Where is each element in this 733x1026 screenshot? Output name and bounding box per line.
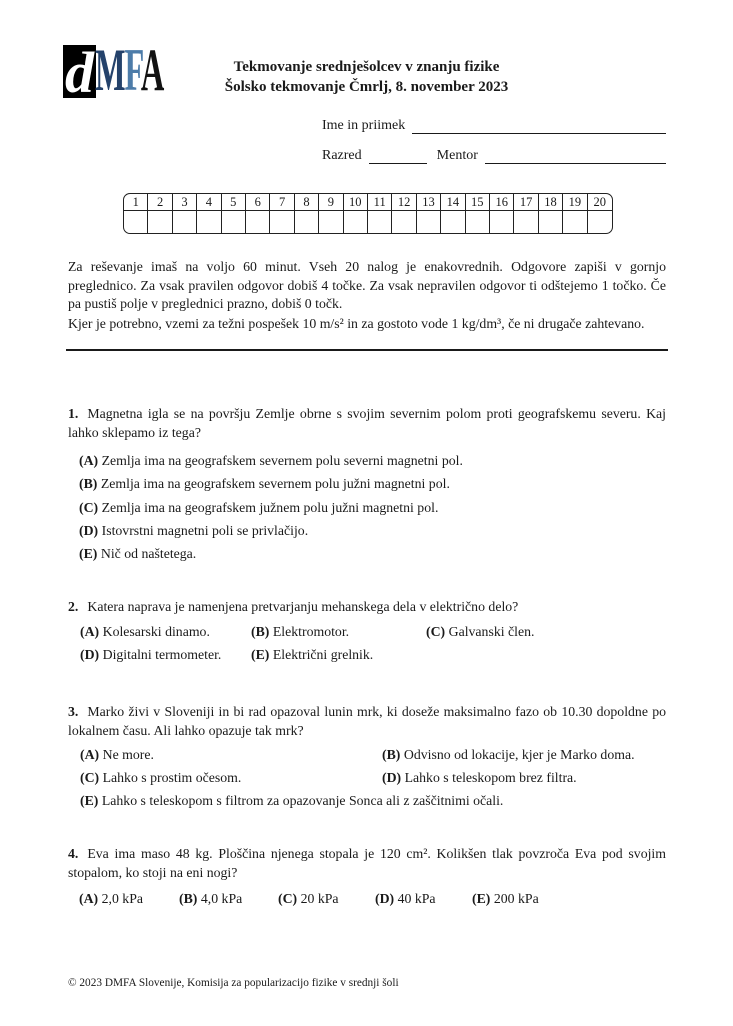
question-1-option-a: (A) Zemlja ima na geografskem severnem polu severni magnetni pol. — [79, 453, 463, 468]
question-1-option-c: (C) Zemlja ima na geografskem južnem polu južni magnetni pol. — [79, 499, 439, 515]
answer-header-cell-7: 7 — [270, 194, 294, 210]
answer-header-cell-13: 13 — [417, 194, 441, 210]
question-2-option-a: (A) Kolesarski dinamo. — [80, 624, 210, 639]
question-3-option-b: (B) Odvisno od lokacije, kjer je Marko doma. — [382, 747, 635, 762]
question-1-option-b: (B) Zemlja ima na geografskem severnem polu južni magnetni pol. — [79, 476, 450, 492]
question-2-option-b: (B) Elektromotor. — [251, 624, 350, 639]
horizontal-rule — [66, 349, 668, 351]
instructions — [68, 258, 666, 334]
question-4-option-c: (C) 20 kPa — [278, 891, 339, 906]
answer-header-cell-11: 11 — [368, 194, 392, 210]
question-3-text — [68, 702, 666, 740]
answer-cell-11[interactable] — [368, 211, 392, 233]
answer-header-cell-19: 19 — [563, 194, 587, 210]
answer-header-cell-3: 3 — [173, 194, 197, 210]
answer-table-answer-row — [124, 211, 612, 233]
answer-cell-2[interactable] — [148, 211, 172, 233]
question-3-options — [80, 744, 666, 811]
question-3-option-c: (C) Lahko s prostim očesom. — [80, 770, 242, 785]
answer-header-cell-18: 18 — [539, 194, 563, 210]
name-label: Ime in priimek — [322, 118, 406, 133]
mentor-label: Mentor — [436, 148, 478, 163]
question-1-option-d: (D) Istovrstni magnetni poli se privlačijo. — [79, 522, 309, 538]
answer-header-cell-5: 5 — [222, 194, 246, 210]
answer-header-cell-16: 16 — [490, 194, 514, 210]
answer-header-cell-2: 2 — [148, 194, 172, 210]
answer-header-cell-20: 20 — [593, 195, 607, 209]
question-1-options — [79, 449, 666, 565]
logo-letter-m: M — [95, 37, 125, 103]
question-1-option-e: (E) Nič od naštetega. — [79, 546, 197, 562]
answer-cell-20[interactable] — [588, 211, 612, 233]
question-4-options — [79, 888, 666, 909]
question-4-option-d: (D) 40 kPa — [375, 891, 436, 906]
name-field[interactable] — [412, 117, 666, 134]
question-4-number: 4. — [68, 846, 79, 861]
answer-header-cell-14: 14 — [441, 194, 465, 210]
logo-letter-f: F — [124, 37, 141, 103]
answer-header-cell-17: 17 — [514, 194, 538, 210]
answer-cell-13[interactable] — [417, 211, 441, 233]
question-1 — [68, 404, 666, 565]
page-title — [0, 57, 733, 97]
question-2-option-d: (D) Digitalni termometer. — [80, 647, 222, 662]
logo-letter-d: d — [65, 40, 94, 105]
answer-table-header-row — [124, 194, 612, 211]
class-mentor-row — [322, 147, 666, 164]
question-4 — [68, 844, 666, 909]
mentor-field[interactable] — [485, 147, 666, 164]
instructions-paragraph-2: Kjer je potrebno, vzemi za težni pospešek 10 m/s² in za gostoto vode 1 kg/dm³, če ni drugače zahtevano. — [68, 316, 645, 332]
answer-header-cell-10: 10 — [344, 194, 368, 210]
question-1-text — [68, 404, 666, 442]
answer-cell-15[interactable] — [466, 211, 490, 233]
answer-header-cell-6: 6 — [246, 194, 270, 210]
answer-cell-12[interactable] — [392, 211, 416, 233]
question-4-option-b: (B) 4,0 kPa — [179, 891, 243, 906]
title-line-1: Tekmovanje srednješolcev v znanju fizike — [233, 59, 500, 75]
question-2-options — [80, 621, 666, 665]
question-2-option-c: (C) Galvanski člen. — [426, 624, 535, 639]
answer-cell-3[interactable] — [173, 211, 197, 233]
answer-cell-19[interactable] — [563, 211, 587, 233]
answer-header-cell-8: 8 — [295, 194, 319, 210]
question-1-stem: Magnetna igla se na površju Zemlje obrne s svojim severnim polom proti geografskemu severu. Kaj lahko sklepamo iz tega? — [68, 406, 666, 440]
answer-cell-14[interactable] — [441, 211, 465, 233]
question-3 — [68, 702, 666, 811]
answer-cell-8[interactable] — [295, 211, 319, 233]
copyright-footer: © 2023 DMFA Slovenije, Komisija za popularizacijo fizike v srednji šoli — [68, 977, 399, 989]
title-line-2: Šolsko tekmovanje Čmrlj, 8. november 2023 — [224, 79, 509, 95]
question-3-number: 3. — [68, 704, 79, 719]
answer-table — [123, 193, 613, 234]
answer-cell-18[interactable] — [539, 211, 563, 233]
answer-cell-4[interactable] — [197, 211, 221, 233]
answer-header-cell-9: 9 — [319, 194, 343, 210]
answer-header-cell-12: 12 — [392, 194, 416, 210]
name-row — [322, 117, 666, 134]
logo-letter-a: A — [140, 37, 164, 103]
answer-cell-9[interactable] — [319, 211, 343, 233]
question-3-option-d: (D) Lahko s teleskopom brez filtra. — [382, 770, 577, 785]
answer-header-cell-4: 4 — [197, 194, 221, 210]
question-2-stem: Katera naprava je namenjena pretvarjanju mehanskega dela v električno delo? — [87, 599, 519, 614]
question-4-stem: Eva ima maso 48 kg. Ploščina njenega stopala je 120 cm². Kolikšen tlak povzroča Eva pod svojim stopalom, ko stoji na eni nogi? — [68, 846, 666, 880]
question-2-number: 2. — [68, 599, 79, 614]
answer-cell-1[interactable] — [124, 211, 148, 233]
question-2-option-e: (E) Električni grelnik. — [251, 647, 374, 662]
instructions-paragraph-1: Za reševanje imaš na voljo 60 minut. Vseh 20 nalog je enakovrednih. Odgovore zapiši v gornjo preglednico. Za vsak pravilen odgovor dobiš 4 točke. Za vsak nepravilen odgovor ti odštejemo 1 točko. Če pa pustiš polje v preglednici prazno, dobiš 0 točk. — [68, 259, 666, 312]
answer-cell-16[interactable] — [490, 211, 514, 233]
question-3-stem: Marko živi v Sloveniji in bi rad opazoval lunin mrk, ki doseže maksimalno fazo ob 10.30 dopoldne po lokalnem času. Ali lahko opazuje tak mrk? — [68, 704, 666, 738]
class-label: Razred — [322, 148, 362, 163]
class-field[interactable] — [369, 147, 427, 164]
question-4-option-a: (A) 2,0 kPa — [79, 891, 144, 906]
answer-header-cell-15: 15 — [466, 194, 490, 210]
answer-cell-7[interactable] — [270, 211, 294, 233]
question-4-text — [68, 844, 666, 882]
answer-header-cell-1: 1 — [124, 194, 148, 210]
question-2-text — [68, 597, 666, 616]
question-3-option-e: (E) Lahko s teleskopom s filtrom za opazovanje Sonca ali z zaščitnimi očali. — [80, 793, 504, 808]
answer-cell-17[interactable] — [514, 211, 538, 233]
question-4-option-e: (E) 200 kPa — [472, 891, 539, 906]
answer-cell-5[interactable] — [222, 211, 246, 233]
question-1-number: 1. — [68, 406, 79, 421]
answer-cell-10[interactable] — [344, 211, 368, 233]
student-info-form — [322, 117, 666, 177]
answer-cell-6[interactable] — [246, 211, 270, 233]
question-3-option-a: (A) Ne more. — [80, 747, 154, 762]
question-2 — [68, 597, 666, 665]
